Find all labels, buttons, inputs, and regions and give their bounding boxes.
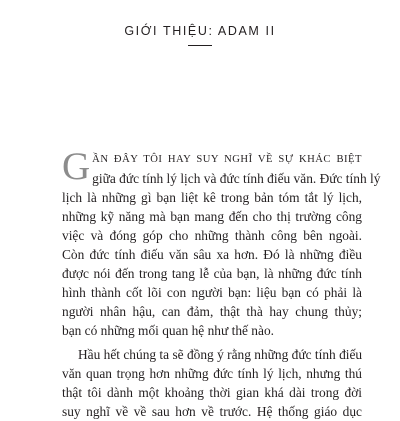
paragraph-2 [62,345,362,421]
text-line: lịch là những gì bạn liệt kê trong bản tóm tắt lý lịch, [62,190,362,205]
text-line: những kỹ năng mà bạn mang đến cho thị trường công [62,209,362,224]
heading-rule [188,45,212,46]
chapter-title: GIỚI THIỆU: ADAM II [124,24,276,38]
text-line: thật tôi dành một khoảng thời gian khá dài trong đời [62,385,362,400]
text-line: giữa đức tính lý lịch và đức tính điếu văn. Đức tính lý [92,171,381,186]
text-line: được nói đến trong tang lễ của bạn, là những đức tính [62,266,362,281]
text-line: người nhân hậu, can đảm, thật thà hay chung thủy; [62,304,362,319]
text-line: việc và đóng góp cho những thành công bên ngoài. [62,228,362,243]
text-line: Còn đức tính điếu văn sâu xa hơn. Đó là những điều [62,247,362,262]
drop-cap: G [62,145,91,188]
text-line: bạn có những mối quan hệ như thế nào. [62,323,274,338]
paragraph-1 [62,145,381,340]
chapter-heading [0,24,400,46]
text-line: hình thành cốt lõi con người bạn: liệu bạn có phải là [62,285,362,300]
text-line: Hầu hết chúng ta sẽ đồng ý rằng những đức tính điếu [78,347,363,362]
text-line: ẦN ĐÂY TÔI HAY SUY NGHĨ VỀ SỰ KHÁC BIỆT [92,154,362,165]
text-line: suy nghĩ về về sau hơn về trước. Hệ thống giáo dục [62,404,362,419]
body-text [62,145,381,421]
text-line: văn quan trọng hơn những đức tính lý lịch, nhưng thú [62,366,362,381]
